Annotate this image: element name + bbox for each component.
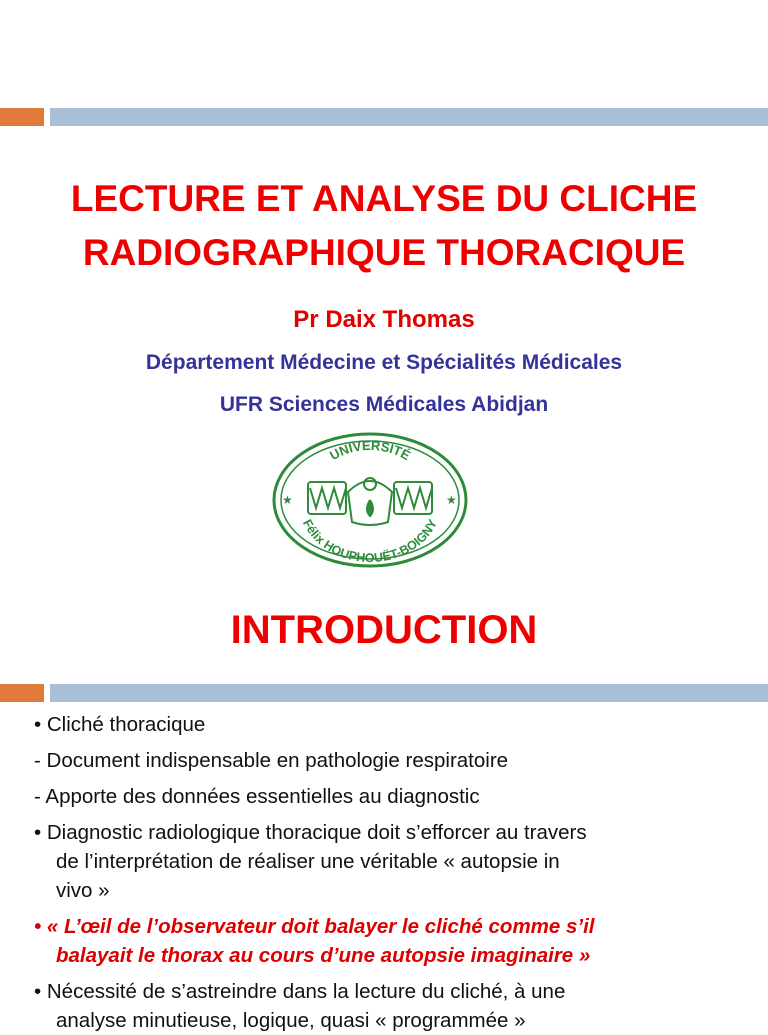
section-title: INTRODUCTION: [230, 608, 538, 652]
list-item: - Document indispensable en pathologie respiratoire: [34, 749, 509, 772]
list-item-continuation: analyse minutieuse, logique, quasi « programmée »: [56, 1009, 526, 1032]
quote-item: • « L’œil de l’observateur doit balayer le cliché comme s’il: [34, 915, 595, 938]
list-item-continuation: vivo »: [56, 879, 110, 902]
title-line-2: RADIOGRAPHIQUE THORACIQUE: [82, 232, 686, 273]
title-line-1: LECTURE ET ANALYSE DU CLICHE: [70, 178, 698, 219]
accent-bar-orange: [0, 108, 44, 126]
logo-star-right-icon: ★: [446, 493, 457, 507]
accent-bar-blue: [50, 108, 768, 126]
faculty-name: UFR Sciences Médicales Abidjan: [219, 393, 549, 416]
quote-item-continuation: balayait le thorax au cours d’une autopsie imaginaire »: [56, 944, 591, 967]
author-name: Pr Daix Thomas: [293, 306, 475, 333]
logo-top-text: UNIVERSITÉ: [327, 437, 413, 464]
list-item: • Diagnostic radiologique thoracique doit s’efforcer au travers: [34, 821, 587, 844]
logo-emblem-icon: [308, 478, 432, 525]
accent-bar-blue: [50, 684, 768, 702]
accent-bar-orange: [0, 684, 44, 702]
list-item: - Apporte des données essentielles au diagnostic: [34, 785, 480, 808]
list-item: • Cliché thoracique: [34, 713, 206, 736]
logo-bottom-text: Félix HOUPHOUËT-BOIGNY: [299, 517, 441, 566]
list-item: • Nécessité de s’astreindre dans la lecture du cliché, à une: [34, 980, 566, 1003]
section-accent-bar: [0, 684, 768, 702]
list-item-continuation: de l’interprétation de réaliser une véritable « autopsie in: [56, 850, 560, 873]
intro-content: [34, 710, 756, 1035]
slide-title: [0, 172, 768, 280]
logo-star-left-icon: ★: [282, 493, 293, 507]
top-accent-bar: [0, 108, 768, 126]
department-name: Département Médecine et Spécialités Médicales: [145, 351, 623, 374]
university-logo: [270, 430, 470, 570]
